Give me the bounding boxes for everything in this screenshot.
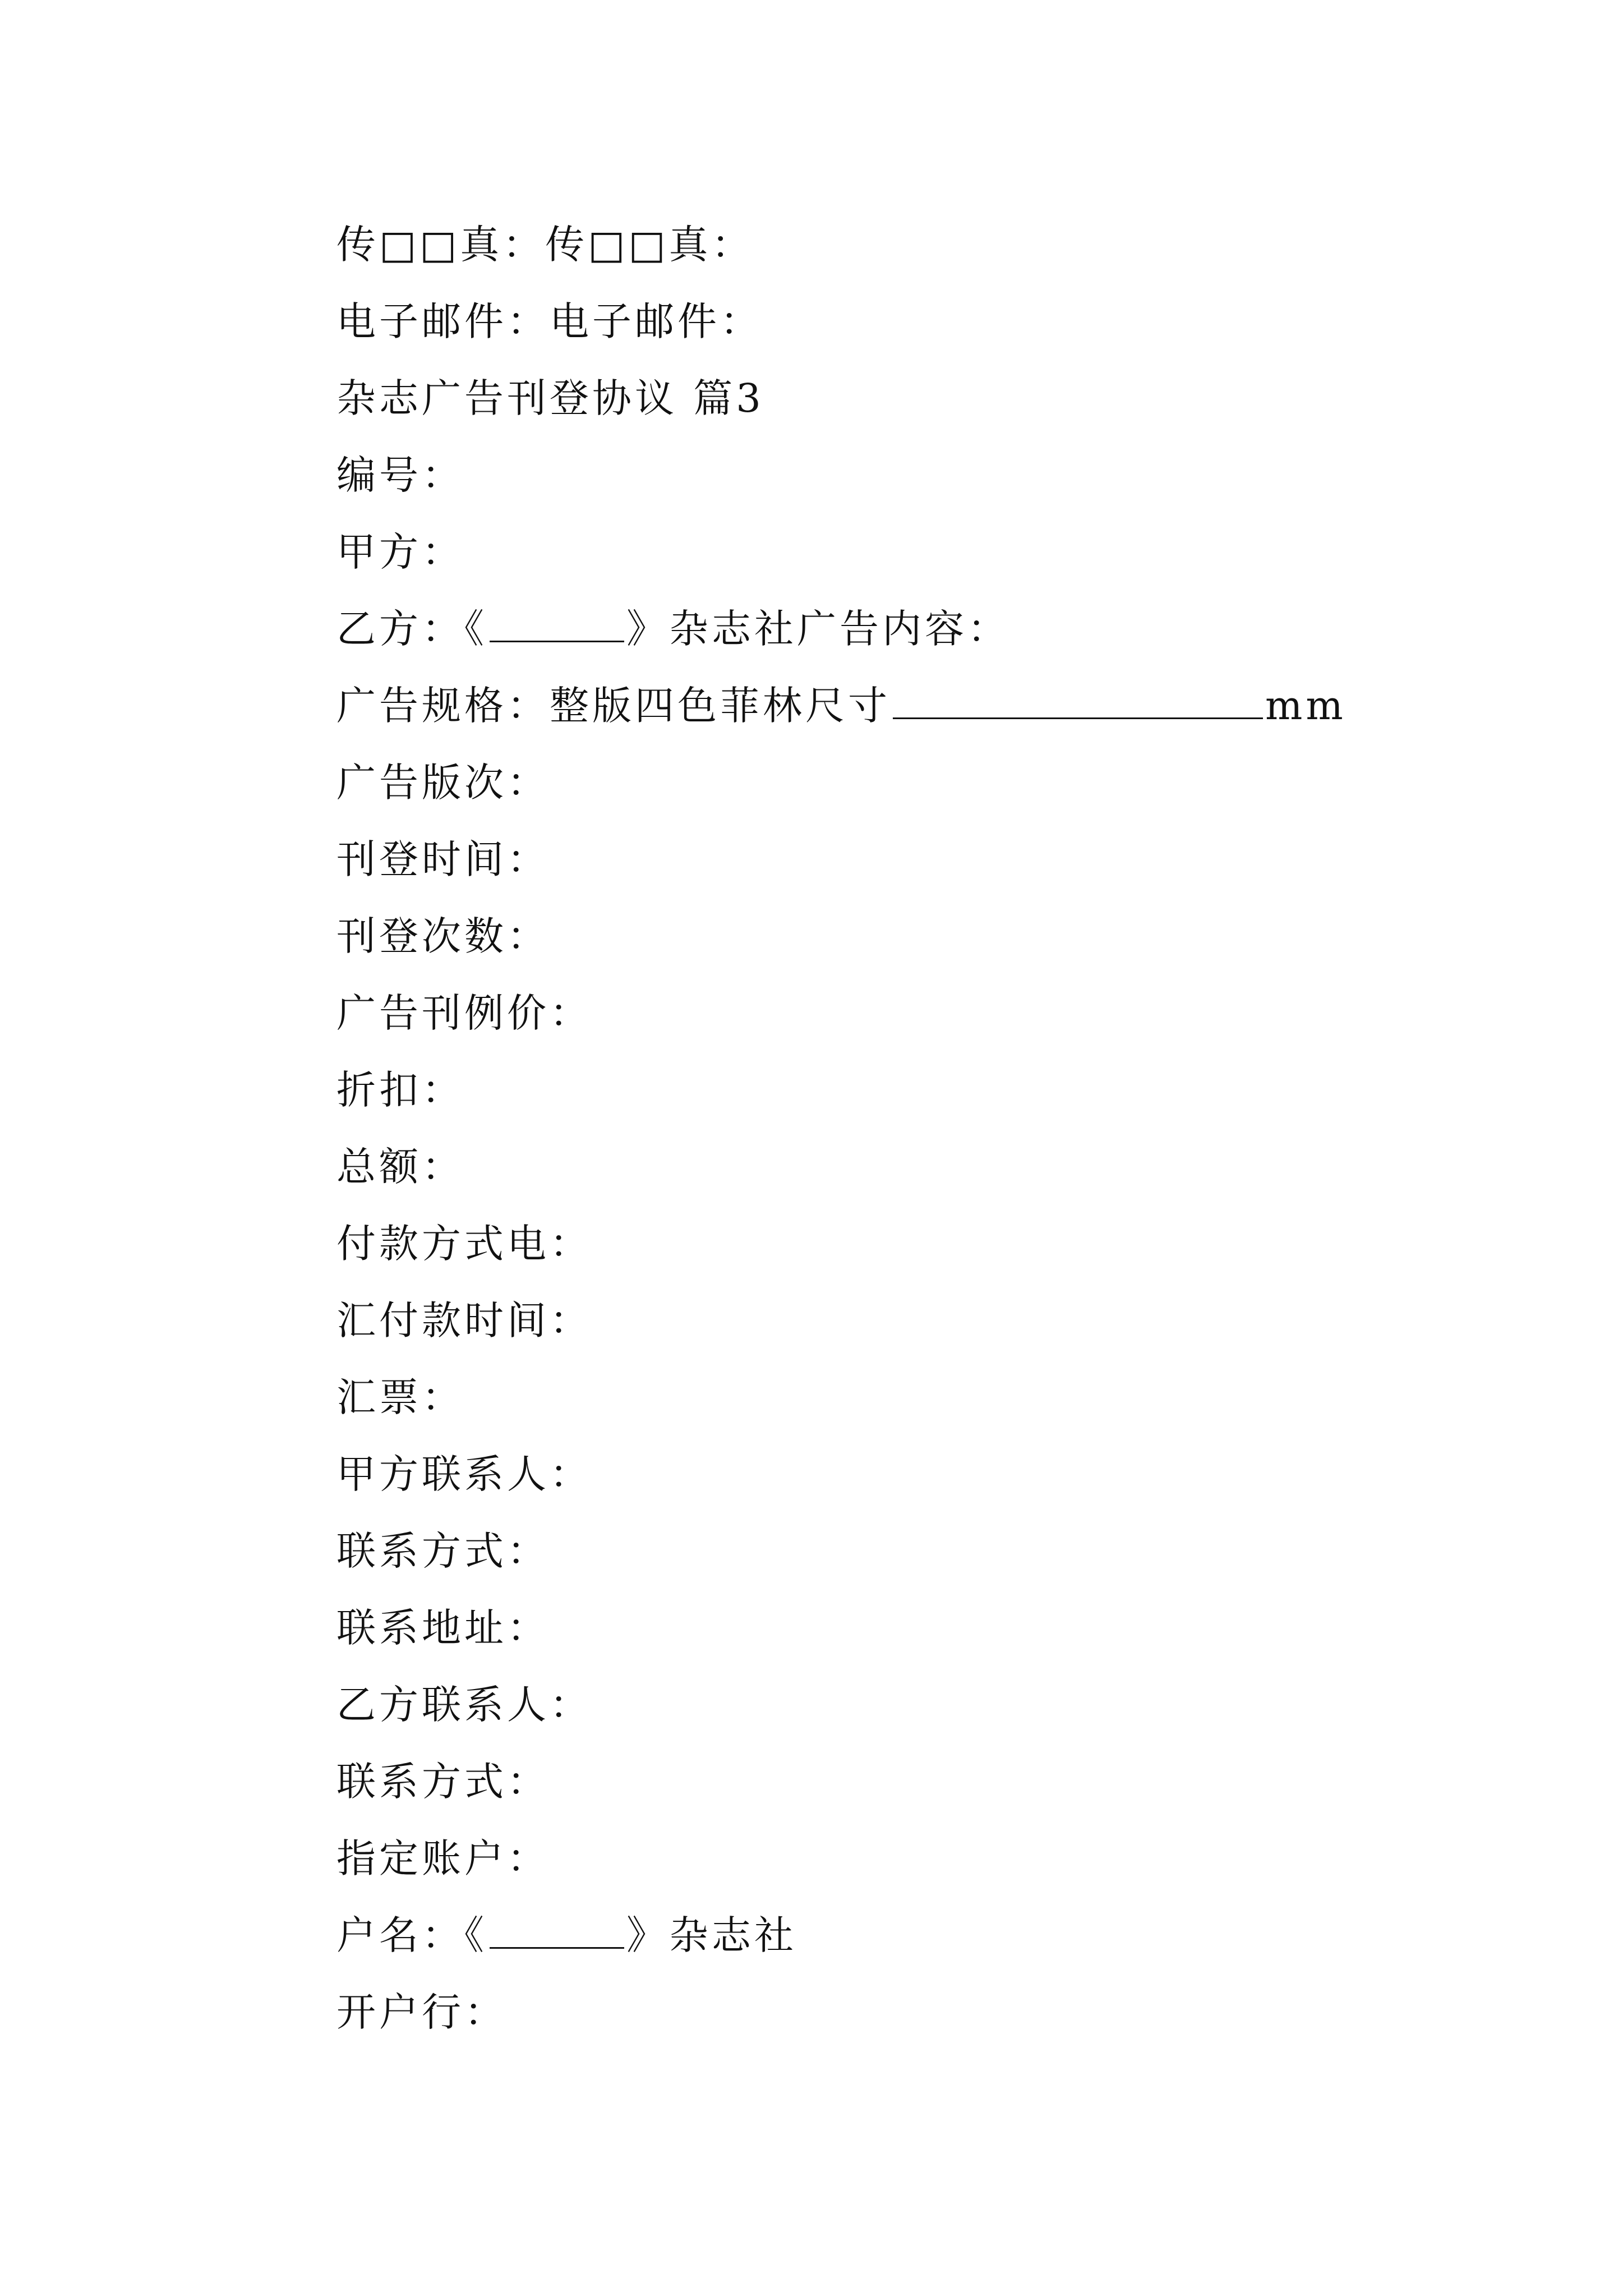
- list-price-field: 广告刊例价：: [336, 990, 592, 1036]
- opening-bank-field: 开户行：: [336, 1989, 507, 2035]
- account-name-field: [336, 1897, 1514, 1974]
- publish-time-field: 刊登时间：: [336, 836, 550, 882]
- party-b-prefix: 乙方：《: [336, 606, 487, 652]
- party-b-contact-field: 乙方联系人：: [336, 1682, 592, 1728]
- party-b-field: [336, 591, 1514, 668]
- party-a-contact-field: 甲方联系人：: [336, 1451, 592, 1497]
- total-amount-field: 总额：: [336, 1144, 464, 1190]
- bank-draft-field: 汇票：: [336, 1374, 464, 1420]
- magazine-name-blank: [490, 595, 624, 642]
- contract-number-field: 编号：: [336, 452, 464, 498]
- ad-spec-field: [336, 668, 1514, 744]
- account-name-suffix: 》杂志社: [626, 1912, 797, 1958]
- ad-size-blank: [893, 671, 1263, 719]
- account-magazine-blank: [490, 1901, 624, 1949]
- party-a-field: 甲方：: [336, 529, 464, 575]
- party-a-contact-method-field: 联系方式：: [336, 1528, 550, 1574]
- designated-account-field: 指定账户：: [336, 1835, 550, 1881]
- publish-count-field: 刊登次数：: [336, 913, 550, 959]
- ad-spec-prefix: 广告规格：整版四色菲林尺寸: [336, 683, 891, 729]
- fax-line: 传□□真：传□□真：: [336, 222, 754, 268]
- remittance-time-field: 汇付款时间：: [336, 1297, 592, 1343]
- section-heading: 杂志广告刊登协议 篇3: [336, 375, 764, 421]
- ad-spec-unit: mm: [1265, 683, 1347, 729]
- party-b-contact-method-field: 联系方式：: [336, 1759, 550, 1805]
- payment-method-field: 付款方式电：: [336, 1221, 592, 1267]
- email-line: 电子邮件：电子邮件：: [336, 298, 763, 344]
- document-body: [336, 206, 1514, 2051]
- account-name-prefix: 户名：《: [336, 1912, 487, 1958]
- party-b-suffix: 》杂志社广告内容：: [626, 606, 1010, 652]
- ad-edition-field: 广告版次：: [336, 760, 550, 806]
- discount-field: 折扣：: [336, 1067, 464, 1113]
- party-a-address-field: 联系地址：: [336, 1605, 550, 1651]
